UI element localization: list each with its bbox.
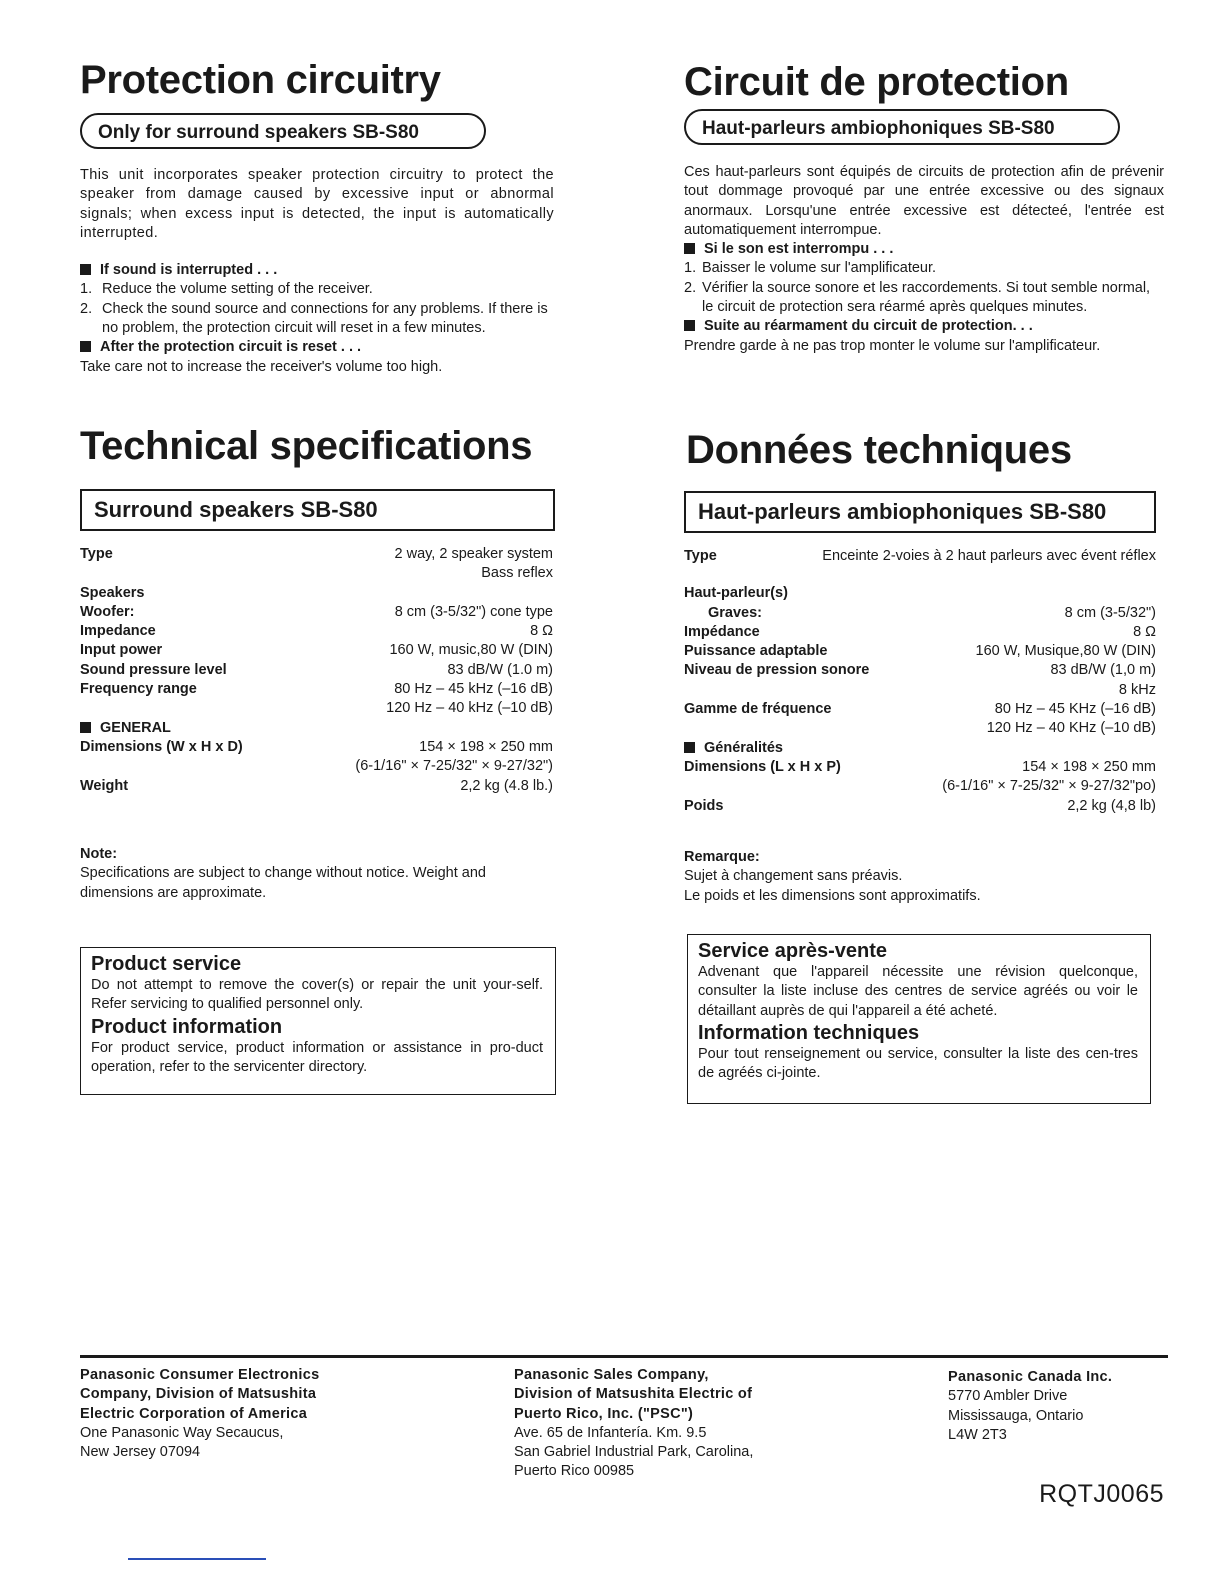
protection-step-1-fr: 1. Baisser le volume sur l'amplificateur. xyxy=(684,260,937,277)
protection-pill-label: Only for surround speakers SB-S80 xyxy=(80,113,486,149)
spec-row-spl-fr: Niveau de pression sonore 83 dB/W (1,0 m) xyxy=(684,662,1156,679)
service-box-fr xyxy=(687,934,1151,1104)
spec-row-frequency-cont-fr: 120 Hz – 40 KHz (–10 dB) xyxy=(986,720,1156,737)
spec-row-general-fr: Généralités xyxy=(684,739,1156,758)
spec-row-input-power: Input power 160 W, music,80 W (DIN) xyxy=(80,642,553,659)
product-service-text: Do not attempt to remove the cover(s) or repair the unit your-self. Refer servicing to qualified personnel only. xyxy=(91,977,543,1013)
bullet-square-icon xyxy=(80,264,91,275)
spec-row-frequency-fr: Gamme de fréquence 80 Hz – 45 KHz (–16 dB) xyxy=(684,701,1156,718)
spec-row-input-power-fr: Puissance adaptable 160 W, Musique,80 W (DIN) xyxy=(684,643,1156,660)
protection-step-2: 2. Check the sound source and connections for any problems. If there is no problem, the protection circuit will reset in a few minutes. xyxy=(80,300,548,337)
specs-box-title-fr: Haut-parleurs ambiophoniques SB-S80 xyxy=(684,491,1156,533)
product-information-text: For product service, product information or assistance in pro-duct operation, refer to the servicenter directory. xyxy=(91,1039,543,1075)
address-canada: Panasonic Canada Inc. 5770 Ambler Drive Mississauga, Ontario L4W 2T3 xyxy=(948,1369,1113,1443)
protection-heading-reset-fr: Suite au réarmament du circuit de protection. . . xyxy=(684,317,1164,336)
spec-row-frequency: Frequency range 80 Hz – 45 kHz (–16 dB) xyxy=(80,681,553,698)
protection-text xyxy=(80,166,554,377)
spec-row-general: GENERAL xyxy=(80,719,553,738)
specs-box-title: Surround speakers SB-S80 xyxy=(80,489,555,531)
protection-intro: This unit incorporates speaker protection circuitry to protect the speaker from damage caused by excessive input or abnormal signals; when excess input is detected, the input is automatically interrupted. xyxy=(80,167,554,241)
spec-row-dimensions-fr: Dimensions (L x H x P) 154 × 198 × 250 mm xyxy=(684,758,1156,775)
spec-row-dimensions-cont: (6-1/16" × 7-25/32" × 9-27/32") xyxy=(355,758,553,775)
spec-row-speakers: Speakers xyxy=(80,584,145,601)
spec-row-weight: Weight 2,2 kg (4.8 lb.) xyxy=(80,777,553,794)
spec-row-woofer-fr: Graves: 8 cm (3-5/32") xyxy=(708,604,1156,621)
product-information-heading: Product information xyxy=(91,1015,283,1038)
bullet-square-icon xyxy=(684,320,695,331)
protection-text-fr xyxy=(684,163,1164,356)
spec-row-weight-fr: Poids 2,2 kg (4,8 lb) xyxy=(684,797,1156,814)
specs-title: Technical specifications xyxy=(80,424,533,468)
footer-divider xyxy=(80,1355,1168,1358)
footer-accent-line xyxy=(128,1558,266,1560)
protection-after-text-fr: Prendre garde à ne pas trop monter le volume sur l'amplificateur. xyxy=(684,337,1101,354)
specs-note xyxy=(80,845,554,903)
spec-row-type-fr: Type Enceinte 2-voies à 2 haut parleurs avec évent réflex xyxy=(684,548,1156,564)
protection-intro-fr: Ces haut-parleurs sont équipés de circuits de protection afin de prévenir tout dommage provoqué par une entrée excessive ou des signaux anormaux. Lorsqu'une entrée excessive est détecteé, l'entrée est automatiquement interrompue. xyxy=(684,164,1164,238)
document-code: RQTJ0065 xyxy=(1039,1480,1164,1508)
product-service-box xyxy=(80,947,556,1095)
address-puerto-rico: Panasonic Sales Company, Division of Matsushita Electric of Puerto Rico, Inc. ("PSC") Ave. 65 de Infantería. Km. 9.5 San Gabriel Industrial Park, Carolina, Puerto Rico 00985 xyxy=(514,1367,754,1480)
protection-after-text: Take care not to increase the receiver's volume too high. xyxy=(80,358,443,375)
bullet-square-icon xyxy=(80,722,91,733)
note-text-line1-fr: Sujet à changement sans préavis. xyxy=(684,868,903,885)
note-text: Specifications are subject to change without notice. Weight and dimensions are approximate. xyxy=(80,865,486,901)
service-text-fr: Advenant que l'appareil nécessite une révision quelconque, consulter la liste incluse des centres de service agréés ou voir le détaillant auprès de qui l'appareil a été acheté. xyxy=(698,964,1138,1019)
spec-row-impedance-fr: Impédance 8 Ω xyxy=(684,623,1156,640)
spec-row-type: Type 2 way, 2 speaker system xyxy=(80,546,553,562)
note-text-line2-fr: Le poids et les dimensions sont approximatifs. xyxy=(684,887,981,904)
spec-row-spl-cont-fr: 8 kHz xyxy=(1118,681,1156,698)
protection-heading-interrupted-fr: Si le son est interrompu . . . xyxy=(684,240,1164,259)
specs-title-fr: Données techniques xyxy=(686,428,1072,472)
protection-pill-label-fr: Haut-parleurs ambiophoniques SB-S80 xyxy=(684,109,1120,145)
spec-row-dimensions: Dimensions (W x H x D) 154 × 198 × 250 mm xyxy=(80,738,553,755)
information-text-fr: Pour tout renseignement ou service, consulter la liste des cen-tres de agréés ci-jointe. xyxy=(698,1045,1138,1082)
address-america: Panasonic Consumer Electronics Company, Division of Matsushita Electric Corporation of America One Panasonic Way Secaucus, New Jersey 07094 xyxy=(80,1367,320,1461)
spec-row-dimensions-cont-fr: (6-1/16" × 7-25/32" × 9-27/32"po) xyxy=(942,778,1156,795)
specs-note-fr xyxy=(684,848,1158,906)
protection-step-2-fr: 2. Vérifier la source sonore et les raccordements. Si tout semble normal, le circuit de protection sera réarmé après quelques minutes. xyxy=(684,279,1151,316)
protection-step-1: 1. Reduce the volume setting of the receiver. xyxy=(80,281,373,298)
spec-row-woofer: Woofer: 8 cm (3-5/32") cone type xyxy=(80,603,553,620)
note-label: Note: xyxy=(80,846,118,862)
protection-title-fr: Circuit de protection xyxy=(684,60,1069,104)
protection-title: Protection circuitry xyxy=(80,58,441,102)
specs-table-fr xyxy=(684,547,1156,816)
bullet-square-icon xyxy=(80,341,91,352)
bullet-square-icon xyxy=(684,243,695,254)
specs-table xyxy=(80,545,553,796)
note-label-fr: Remarque: xyxy=(684,849,760,865)
spec-row-type-cont: Bass reflex xyxy=(481,565,553,582)
bullet-square-icon xyxy=(684,742,695,753)
spec-row-frequency-cont: 120 Hz – 40 kHz (–10 dB) xyxy=(386,700,553,717)
spec-row-spl: Sound pressure level 83 dB/W (1.0 m) xyxy=(80,661,553,678)
service-heading-fr: Service après-vente xyxy=(698,940,888,962)
protection-heading-reset: After the protection circuit is reset . . . xyxy=(80,338,554,357)
spec-row-speakers-fr: Haut-parleur(s) xyxy=(684,585,788,602)
product-service-heading: Product service xyxy=(91,953,242,975)
protection-heading-interrupted: If sound is interrupted . . . xyxy=(80,261,554,280)
information-heading-fr: Information techniques xyxy=(698,1021,920,1044)
spec-row-impedance: Impedance 8 Ω xyxy=(80,623,553,640)
